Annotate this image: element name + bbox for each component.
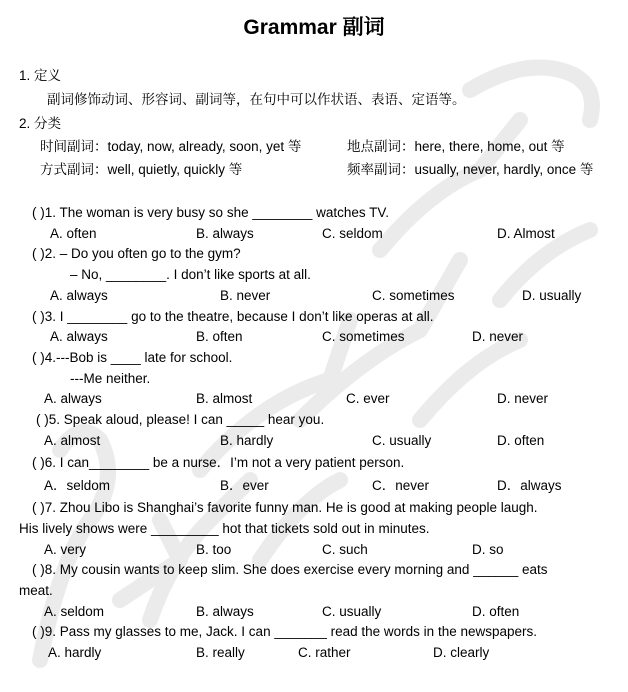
q1-option-a: A. often bbox=[50, 226, 97, 241]
question-1-stem: ( )1. The woman is very busy so she ________ watches TV. bbox=[32, 205, 389, 220]
q2-option-a: A. always bbox=[50, 288, 108, 303]
q6-option-d: D．always bbox=[497, 478, 562, 493]
q6-option-a: A．seldom bbox=[44, 478, 111, 493]
q7-option-c: C. such bbox=[322, 542, 368, 557]
q5-option-c: C. usually bbox=[372, 433, 432, 448]
q8-option-a: A. seldom bbox=[44, 604, 105, 619]
q1-option-c: C. seldom bbox=[322, 226, 383, 241]
q2-option-d: D. usually bbox=[522, 288, 582, 303]
q9-option-b: B. really bbox=[196, 645, 245, 660]
q7-option-a: A. very bbox=[44, 542, 87, 557]
section-2-heading: 2. 分类 bbox=[19, 116, 62, 131]
question-2-stem: ( )2. – Do you often go to the gym? bbox=[32, 246, 241, 261]
frequency-adverbs: 频率副词：usually, never, hardly, once 等 bbox=[347, 162, 594, 177]
question-8-stem-line2: meat. bbox=[19, 583, 53, 598]
q7-option-b: B. too bbox=[196, 542, 232, 557]
q3-option-b: B. often bbox=[196, 329, 243, 344]
question-5-stem: ( )5. Speak aloud, please! I can _____ hear you. bbox=[36, 412, 325, 427]
q7-option-d: D. so bbox=[472, 542, 504, 557]
q5-option-d: D. often bbox=[497, 433, 545, 448]
page-title: Grammar 副词 bbox=[243, 16, 385, 39]
q3-option-d: D. never bbox=[472, 329, 524, 344]
question-2-stem-line2: – No, ________. I don’t like sports at all. bbox=[70, 267, 311, 282]
question-3-stem: ( )3. I ________ go to the theatre, because I don’t like operas at all. bbox=[32, 309, 434, 324]
q9-option-c: C. rather bbox=[298, 645, 351, 660]
question-9-stem: ( )9. Pass my glasses to me, Jack. I can _______ read the words in the newspapers. bbox=[32, 624, 538, 639]
q6-option-b: B．ever bbox=[220, 478, 269, 493]
question-7-stem: ( )7. Zhou Libo is Shanghai’s favorite funny man. He is good at making people laugh. bbox=[32, 500, 538, 515]
place-adverbs: 地点副词：here, there, home, out 等 bbox=[347, 139, 565, 154]
time-adverbs: 时间副词：today, now, already, soon, yet 等 bbox=[40, 139, 302, 154]
q1-option-b: B. always bbox=[196, 226, 254, 241]
section-1-heading: 1. 定义 bbox=[19, 68, 62, 83]
question-7-stem-line2: His lively shows were _________ hot that tickets sold out in minutes. bbox=[19, 521, 430, 536]
q8-option-d: D. often bbox=[472, 604, 520, 619]
q4-option-a: A. always bbox=[44, 391, 102, 406]
q3-option-a: A. always bbox=[50, 329, 108, 344]
q5-option-a: A. almost bbox=[44, 433, 101, 448]
q9-option-a: A. hardly bbox=[48, 645, 102, 660]
q8-option-b: B. always bbox=[196, 604, 254, 619]
q4-option-d: D. never bbox=[497, 391, 549, 406]
q2-option-c: C. sometimes bbox=[372, 288, 455, 303]
q8-option-c: C. usually bbox=[322, 604, 382, 619]
q6-option-c: C．never bbox=[372, 478, 430, 493]
definition-text: 副词修饰动词、形容词、副词等，在句中可以作状语、表语、定语等。 bbox=[47, 92, 466, 107]
manner-adverbs: 方式副词：well, quietly, quickly 等 bbox=[40, 162, 243, 177]
question-6-stem: ( )6. I can________ be a nurse．I’m not a very patient person. bbox=[32, 455, 405, 470]
question-8-stem: ( )8. My cousin wants to keep slim. She does exercise every morning and ______ eats bbox=[32, 562, 548, 577]
q4-option-c: C. ever bbox=[346, 391, 390, 406]
question-4-stem-line2: ---Me neither. bbox=[70, 371, 151, 386]
q2-option-b: B. never bbox=[220, 288, 271, 303]
q9-option-d: D. clearly bbox=[433, 645, 490, 660]
question-4-stem: ( )4.---Bob is ____ late for school. bbox=[32, 350, 233, 365]
q3-option-c: C. sometimes bbox=[322, 329, 405, 344]
q1-option-d: D. Almost bbox=[497, 226, 555, 241]
q4-option-b: B. almost bbox=[196, 391, 253, 406]
q5-option-b: B. hardly bbox=[220, 433, 274, 448]
